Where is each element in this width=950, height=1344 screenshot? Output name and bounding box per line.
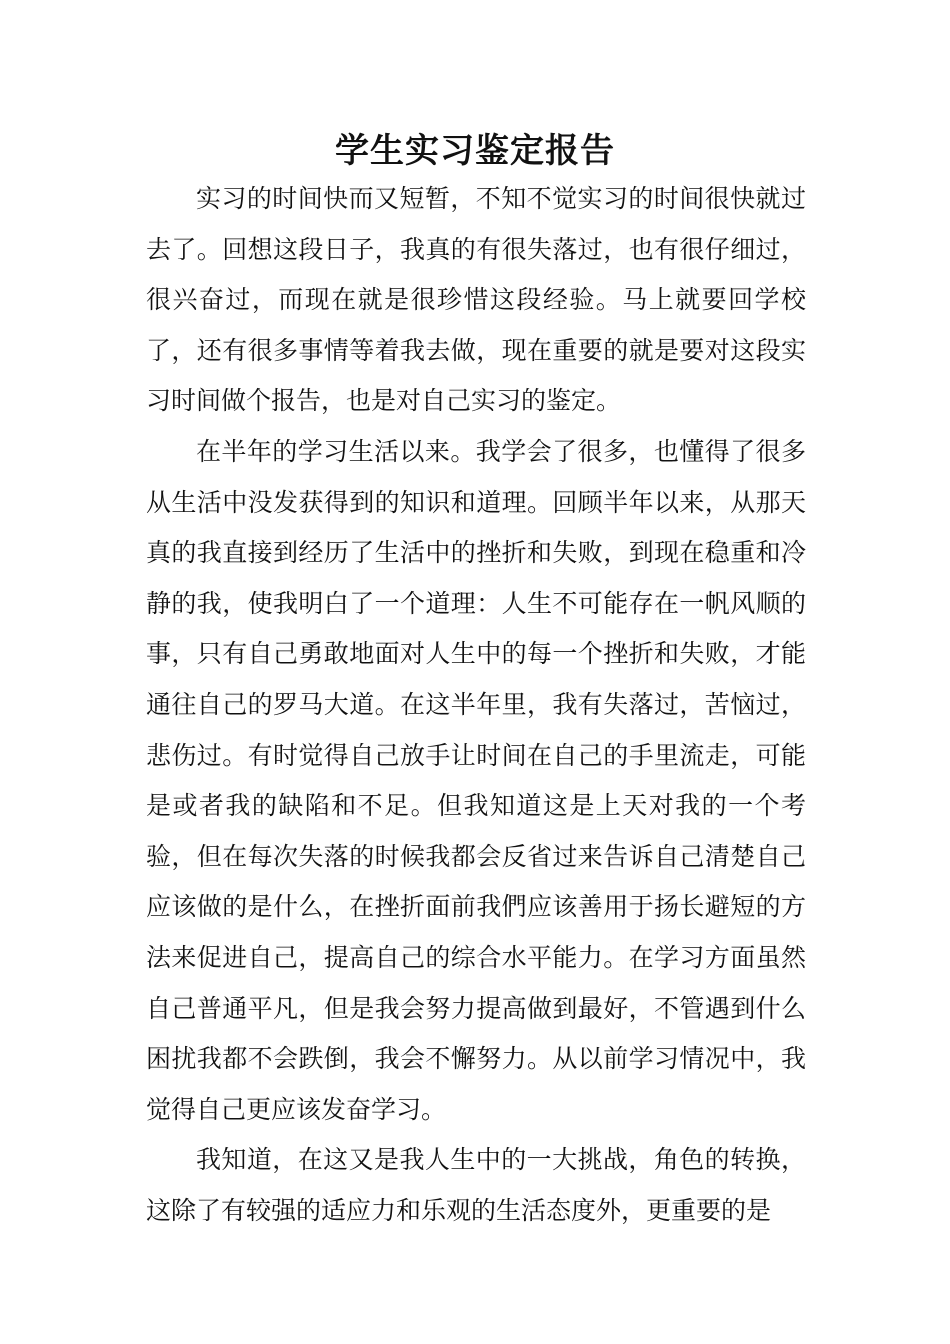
paragraph-1: 实习的时间快而又短暂，不知不觉实习的时间很快就过去了。回想这段日子，我真的有很失落过，也有很仔细过，很兴奋过，而现在就是很珍惜这段经验。马上就要回学校了，还有很多事情等着我去做，现在重要的就是要对这段实习时间做个报告，也是对自己实习的鉴定。: [146, 184, 806, 416]
paragraph-3: 我知道，在这又是我人生中的一大挑战，角色的转换，这除了有较强的适应力和乐观的生活态度外，更重要的是: [146, 1145, 806, 1225]
document-body: [146, 174, 806, 1236]
document-title: 学生实习鉴定报告: [335, 131, 615, 171]
paragraph-2: 在半年的学习生活以来。我学会了很多，也懂得了很多从生活中没发获得到的知识和道理。回顾半年以来，从那天真的我直接到经历了生活中的挫折和失败，到现在稳重和冷静的我，使我明白了一个道理：人生不可能存在一帆风顺的事，只有自己勇敢地面对人生中的每一个挫折和失败，才能通往自己的罗马大道。在这半年里，我有失落过，苦恼过，悲伤过。有时觉得自己放手让时间在自己的手里流走，可能是或者我的缺陷和不足。但我知道这是上天对我的一个考验，但在每次失落的时候我都会反省过来告诉自己清楚自己应该做的是什么，在挫折面前我們应该善用于扬长避短的方法来促进自己，提高自己的综合水平能力。在学习方面虽然自己普通平凡，但是我会努力提高做到最好，不管遇到什么困扰我都不会跌倒，我会不懈努力。从以前学习情况中，我觉得自己更应该发奋学习。: [146, 436, 806, 1124]
